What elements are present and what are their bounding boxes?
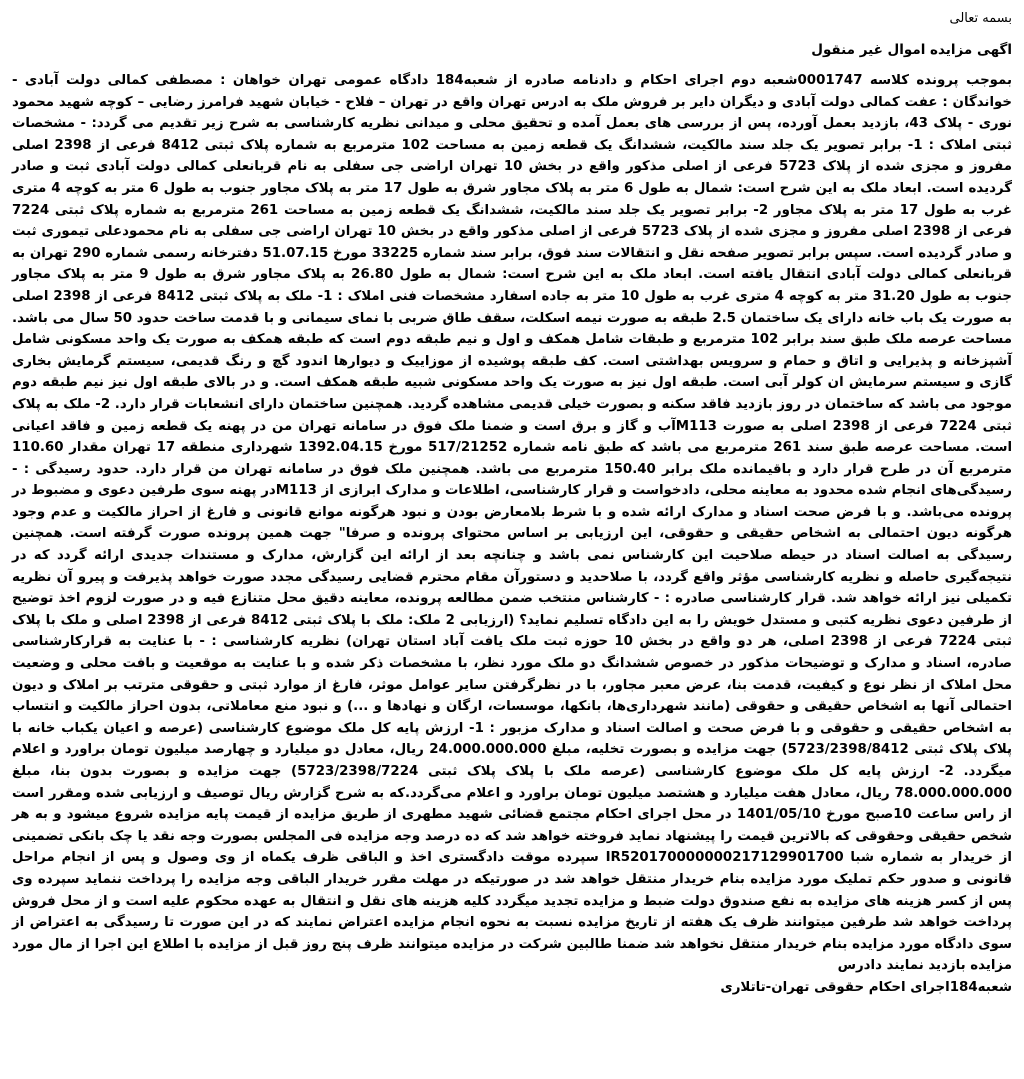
legal-notice-document xyxy=(12,8,1012,1075)
basmala-heading: بسمه تعالی xyxy=(949,11,1012,26)
issuing-branch: شعبه184اجرای احکام حقوقی تهران-تاتلاری xyxy=(720,979,1012,995)
notice-body: بموجب پرونده کلاسه 0001747شعبه دوم اجرای احکام و دادنامه صادره از شعبه184 دادگاه عمومی تهران خواهان : مصطفی کمالی دولت آبادی - خواندگان : عفت کمالی دولت آبادی و دیگران دایر بر فروش ملک به ادرس تهران واقع در تهران – فلاح - خیابان شهید فرامرز رضایی – کوچه شهید محمود نوری - پلاک 43، بازدید بعمل آورده، پس از بررسی های بعمل آمده و تحقیق محلی و میدانی نظریه کارشناسی به شرح زیر تقدیم می گردد: - مشخصات ثبتی املاک : 1- برابر تصویر یک جلد سند مالکیت، ششدانگ یک قطعه زمین به مساحت 102 مترمربع به شماره پلاک ثبتی 8412 فرعی از 2398 اصلی مفروز و مجزی شده از پلاک 5723 فرعی از اصلی مذکور واقع در بخش 10 تهران اراضی جی سفلی به نام قربانعلی کمالی دولت آبادی ثبت و صادر گردیده است. ابعاد ملک به این شرح است: شمال به طول 6 متر به پلاک مجاور شرق به طول 17 متر به پلاک مجاور جنوب به طول 6 متر به کوچه 4 متری غرب به طول 17 متر به پلاک مجاور 2- برابر تصویر یک جلد سند مالکیت، ششدانگ یک قطعه زمین به مساحت 261 مترمربع به شماره پلاک ثبتی 7224 فرعی از 2398 اصلی مفروز و مجزی شده از پلاک 5723 فرعی از اصلی مذکور واقع در بخش 10 تهران اراضی جی سفلی به نام محمودعلی تیموری ثبت و صادر گردیده است. سپس برابر تصویر صفحه نقل و انتقالات سند فوق، برابر سند شماره 33225 مورخ 51.07.15 دفترخانه رسمی شماره 290 تهران به قربانعلی کمالی دولت آبادی انتقال یافته است. ابعاد ملک به این شرح است: شمال به طول 26.80 به پلاک مجاور شرق به طول 9 متر به پلاک مجاور جنوب به طول 31.20 متر به کوچه 4 متری غرب به طول 10 متر به جاده اسفارد مشخصات فنی املاک : 1- ملک به پلاک ثبتی 8412 فرعی از 2398 اصلی به صورت یک باب خانه دارای یک ساختمان 2.5 طبقه به صورت نیمه اسکلت، سقف طاق ضربی با نمای سیمانی و با قدمت ساخت حدود 50 سال می باشد. مساحت عرصه ملک طبق سند برابر 102 مترمربع و طبقات شامل همکف و اول و نیم طبقه دوم است که طبقه همکف به صورت یک واحد مسکونی شامل آشپزخانه و پذیرایی و اتاق و حمام و سرویس بهداشتی است. کف طبقه پوشیده از موزاییک و دیوارها اندود گچ و رنگ قدیمی، سیستم گرمایش بخاری گازی و سیستم سرمایش ان کولر آبی است. طبقه اول نیز به صورت یک واحد مسکونی شبیه طبقه همکف است. و در بالای طبقه اول نیز نیم طبقه دوم موجود می باشد که ساختمان در روز بازدید فاقد سکنه و بصورت خیلی قدیمی مشاهده گردید. همچنین ساختمان دارای انشعابات قرار دارد. 2- ملک به پلاک ثبتی 7224 فرعی از 2398 اصلی به صورت M113آب و گاز و برق است و ضمنا ملک فوق در سامانه تهران من در پهنه یک قطعه زمین و فاقد اعیانی است. مساحت عرصه طبق سند 261 مترمربع می باشد که طبق نامه شماره 517/21252 مورخ 1392.04.15 شهرداری منطقه 17 تهران مقدار 110.60 مترمربع آن در طرح قرار دارد و باقیمانده ملک برابر 150.40 مترمربع می باشد. همچنین ملک فوق در سامانه تهران من قرار دارد. حدود رسیدگی : - رسیدگی‌های انجام شده محدود به معاینه محلی، دادخواست و قرار کارشناسی، اطلاعات و مدارک ابرازی از M113در پهنه سوی طرفین دعوی و مضبوط در پرونده می‌باشد. و با فرض صحت اسناد و مدارک ارائه شده و با شرط بلامعارض بودن و نبود هرگونه موانع قانونی و فارغ از احراز مالکیت و عدم وجود هرگونه دیون احتمالی به اشخاص حقیقی و حقوقی، این ارزیابی بر اساس محتوای پرونده و صرفا" جهت همین پرونده صورت گرفته است. همچنین رسیدگی به اصالت اسناد در حیطه صلاحیت این کارشناس نمی باشد و چنانچه بعد از ارائه این گزارش، مدارک و مستندات جدیدی ارائه گردد که در نتیجه‌گیری حاصله و نظریه کارشناسی مؤثر واقع گردد، با صلاحدید و دستورآن مقام محترم قضایی رسیدگی مجدد صورت خواهد پذیرفت و پیرو آن نظریه تکمیلی نیز ارائه خواهد شد. قرار کارشناسی صادره : - کارشناس منتخب ضمن مطالعه پرونده، معاینه دقیق محل متنازع فیه و در صورت لزوم اخذ توضیح از طرفین دعوی نظریه کتبی و مستدل خویش را به این دادگاه تسلیم نماید؟ (ارزیابی 2 ملک: ملک با پلاک ثبتی 8412 فرعی از 2398 اصلی و ملک با پلاک ثبتی 7224 فرعی از 2398 اصلی، هر دو واقع در بخش 10 حوزه ثبت ملک یافت آباد استان تهران) نظریه کارشناسی : - با عنایت به قرارکارشناسی صادره، اسناد و مدارک و توضیحات مذکور در خصوص ششدانگ دو ملک مورد نظر، با مشخصات ذکر شده و با عنایت به موقعیت و بافت محلی و وضعیت محل املاک از نظر نوع و کیفیت، قدمت بنا، عرض معبر مجاور، با در نظرگرفتن سایر عوامل موثر، فارغ از موارد ثبتی و حقوقی مترتب بر املاک و دیون احتمالی آنها به اشخاص حقیقی و حقوقی (مانند شهرداری‌ها، بانکها، موسسات، ارگان و نهادها و ...) و نبود منع معاملاتی، بدون احراز مالکیت و انتساب به اشخاص حقیقی و حقوقی و با فرض صحت و اصالت اسناد و مدارک مزبور : 1- ارزش پایه کل ملک موضوع کارشناسی (عرصه و اعیان یکباب خانه با پلاک پلاک ثبتی 5723/2398/8412) جهت مزایده و بصورت تخلیه، مبلغ 24.000.000.000 ریال، معادل دو میلیارد و چهارصد میلیون تومان براورد و اعلام میگردد. 2- ارزش پایه کل ملک موضوع کارشناسی (عرصه ملک با پلاک پلاک ثبتی 5723/2398/7224) جهت مزایده و بصورت بدون بنا، مبلغ 78.000.000.000 ریال، معادل هفت میلیارد و هشتصد میلیون تومان براورد و اعلام می‌گردد.که به شرح گزارش ریال توصیف و ارزیابی شده ومقرر است از راس ساعت 10صبح مورخ 1401/05/10 در محل اجرای احکام مجتمع قضائی شهید مطهری از طریق مزایده از قیمت پایه مزایده شروع میشود و به هر شخص حقیقی وحقوقی که بالاترین قیمت را پیشنهاد نماید فروخته خواهد شد که ده درصد وجه مزایده فی المجلس بصورت وجه نقد یا چک بانکی تضمینی از خریدار به شماره شبا IR520170000000217129901700 سپرده موقت دادگستری اخذ و الباقی ظرف یکماه از وی وصول و پس از انجام مراحل قانونی و صدور حکم تملیک مورد مزایده بنام خریدار منتقل خواهد شد در صورتیکه در مهلت مقرر خریدار الباقی وجه مزایده را پرداخت ننماید سپرده وی پس از کسر هزینه های مزایده به نفع صندوق دولت ضبط و مزایده تجدید میگردد کلیه هزینه های نقل و انتقال به عهده محکوم علیه است و از محل فروش پرداخت خواهد شد طرفین میتوانند ظرف یک هفته از تاریخ مزایده نسبت به نحوه انجام مزایده اعتراض نمایند که در این صورت تا رسیدگی به اعتراض از سوی دادگاه مورد مزایده بنام خریدار منتقل نخواهد شد ضمنا طالبین شرکت در مزایده میتوانند ظرف پنج روز قبل از مزایده با اطلاع این اجرا از مال مورد مزایده بازدید نمایند دادرس xyxy=(12,73,1013,974)
notice-title: اگهی مزایده اموال غیر منقول xyxy=(811,42,1012,58)
